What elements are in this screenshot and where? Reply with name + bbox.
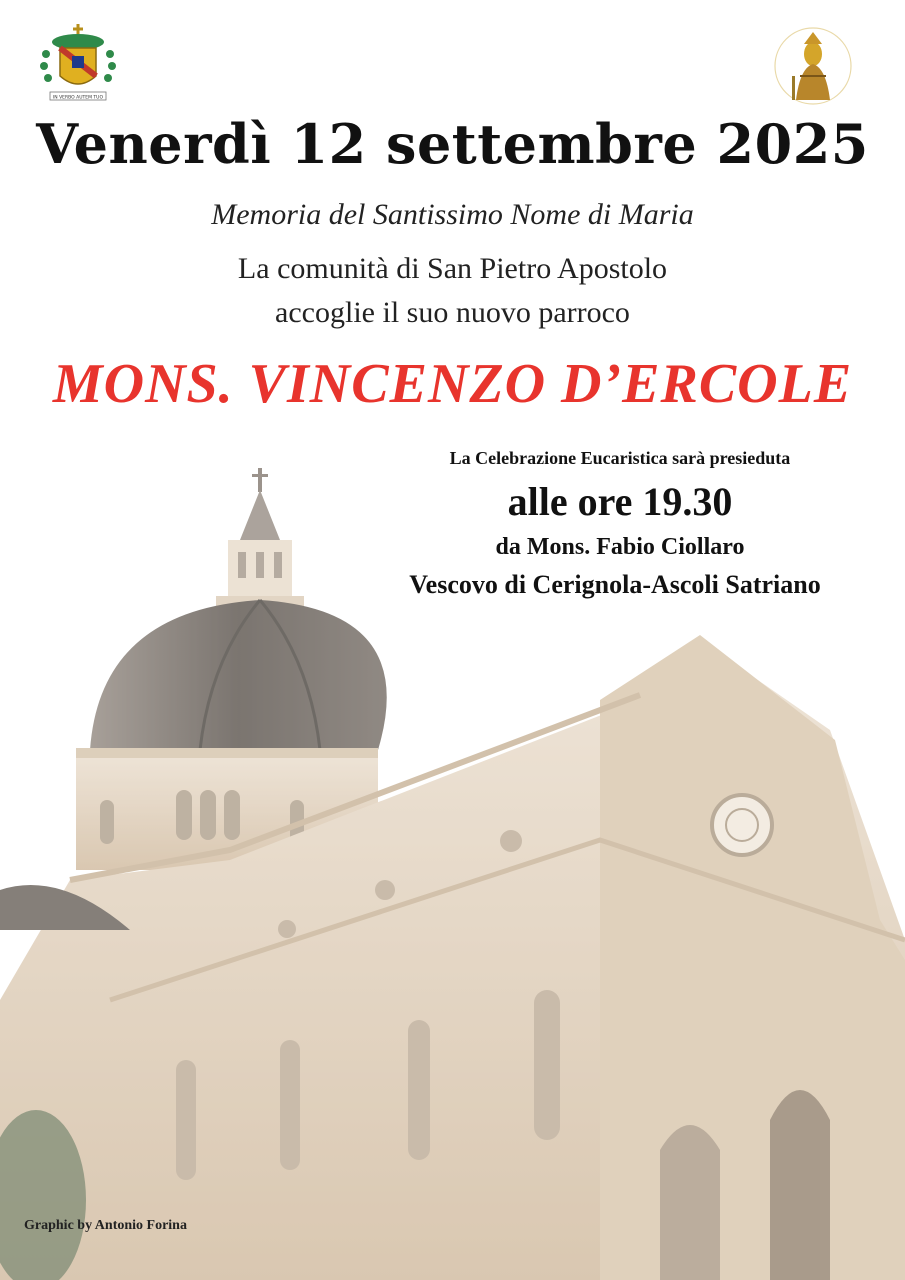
community-line-1: La comunità di San Pietro Apostolo [237,252,668,285]
celebration-time: alle ore 19.30 [507,479,733,524]
memorial-subtitle: Memoria del Santissimo Nome di Maria [211,198,694,231]
presider-name: da Mons. Fabio Ciollaro [495,534,745,560]
saint-medallion-icon [770,26,856,106]
bishop-title: Vescovo di Cerignola-Ascoli Satriano [409,570,821,599]
new-parish-priest-name: MONS. VINCENZO D’ERCOLE [52,353,853,415]
community-line-2: accoglie il suo nuovo parroco [275,296,630,329]
graphic-credit: Graphic by Antonio Forina [24,1218,187,1233]
bishop-coat-of-arms-icon [36,20,120,104]
celebration-note: La Celebrazione Eucaristica sarà presieduta [449,448,791,468]
event-date-title: Venerdì 12 settembre 2025 [36,112,869,176]
coat-motto: IN VERBO AUTEM TUO [52,95,104,101]
